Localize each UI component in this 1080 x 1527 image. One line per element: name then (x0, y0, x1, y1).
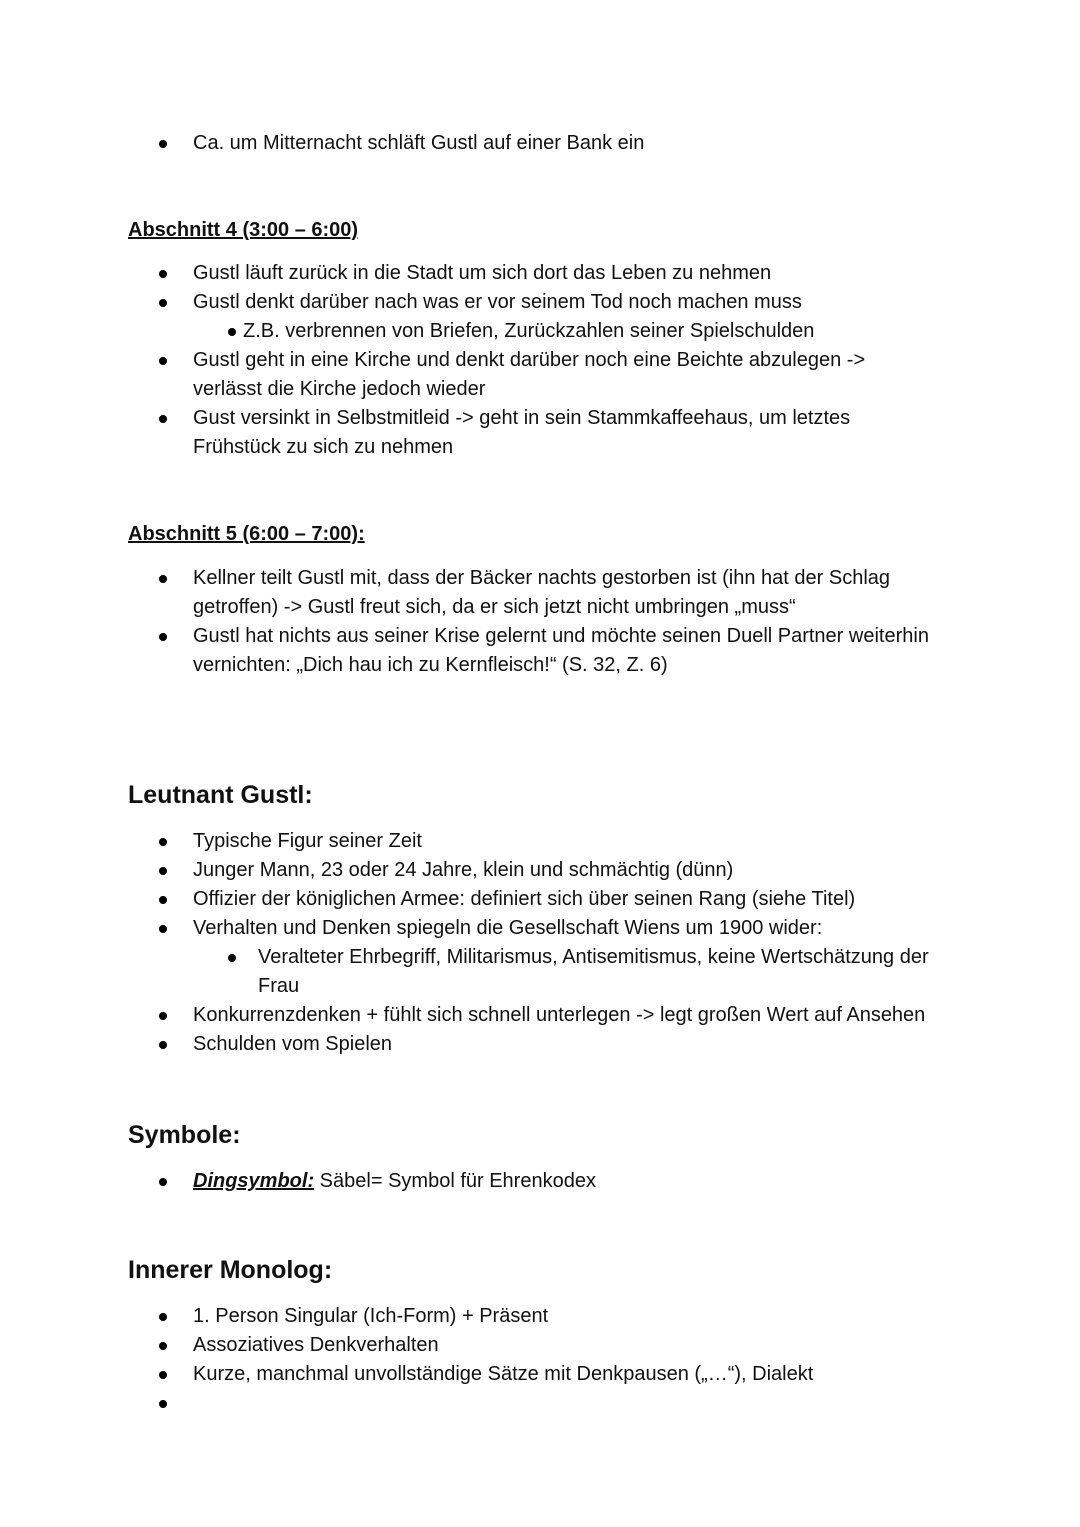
list-item-empty (0, 1389, 1080, 1418)
list-item: Gustl denkt darüber nach was er vor seinem Tod noch machen muss (0, 288, 1080, 317)
list-item: Verhalten und Denken spiegeln die Gesellschaft Wiens um 1900 wider: (0, 914, 1080, 943)
bullet-icon (159, 867, 167, 875)
section5-list (0, 564, 1080, 680)
monolog-heading: Innerer Monolog: (128, 1256, 333, 1284)
list-item: Kurze, manchmal unvollständige Sätze mit Denkpausen („…“), Dialekt (0, 1360, 1080, 1389)
list-item: Junger Mann, 23 oder 24 Jahre, klein und schmächtig (dünn) (0, 856, 1080, 885)
list-item-nested: Z.B. verbrennen von Briefen, Zurückzahlen seiner Spielschulden (0, 317, 1080, 346)
list-item: Kellner teilt Gustl mit, dass der Bäcker nachts gestorben ist (ihn hat der Schlag getroffen) -> Gustl freut sich, da er sich jetzt nicht umbringen „muss“ (0, 564, 1080, 622)
bullet-icon (159, 1313, 167, 1321)
list-item: Schulden vom Spielen (0, 1030, 1080, 1059)
list-item: Typische Figur seiner Zeit (0, 827, 1080, 856)
bullet-icon (159, 357, 167, 365)
bullet-icon (159, 1012, 167, 1020)
list-item: Gust versinkt in Selbstmitleid -> geht in sein Stammkaffeehaus, um letztes Frühstück zu sich zu nehmen (0, 404, 1080, 462)
bullet-icon (159, 415, 167, 423)
bullet-icon (159, 1178, 167, 1186)
list-item: Gustl läuft zurück in die Stadt um sich dort das Leben zu nehmen (0, 259, 1080, 288)
bullet-icon (159, 299, 167, 307)
leutnant-heading: Leutnant Gustl: (128, 781, 313, 809)
section4-heading: Abschnitt 4 (3:00 – 6:00) (128, 219, 359, 241)
bullet-icon (159, 896, 167, 904)
bullet-icon (159, 633, 167, 641)
section4-list (0, 259, 1080, 462)
bullet-icon (159, 1371, 167, 1379)
bullet-icon (228, 954, 236, 962)
list-item: Ca. um Mitternacht schläft Gustl auf einer Bank ein (0, 129, 1080, 158)
symbole-heading: Symbole: (128, 1121, 241, 1149)
monolog-list (0, 1302, 1080, 1418)
list-item-nested: Veralteter Ehrbegriff, Militarismus, Antisemitismus, keine Wertschätzung der Frau (0, 943, 1080, 1001)
bullet-icon (159, 575, 167, 583)
bullet-icon (159, 270, 167, 278)
leutnant-list (0, 827, 1080, 1059)
term-label: Dingsymbol: (193, 1170, 315, 1192)
symbole-list (0, 1167, 1080, 1196)
list-item: Assoziatives Denkverhalten (0, 1331, 1080, 1360)
section5-heading: Abschnitt 5 (6:00 – 7:00): (128, 523, 365, 545)
bullet-icon (159, 1400, 167, 1408)
intro-list (0, 129, 1080, 158)
bullet-icon (159, 1342, 167, 1350)
bullet-icon (159, 838, 167, 846)
list-item: 1. Person Singular (Ich-Form) + Präsent (0, 1302, 1080, 1331)
bullet-icon (159, 925, 167, 933)
list-item: Offizier der königlichen Armee: definiert sich über seinen Rang (siehe Titel) (0, 885, 1080, 914)
list-item: Gustl geht in eine Kirche und denkt darüber noch eine Beichte abzulegen -> verlässt die Kirche jedoch wieder (0, 346, 1080, 404)
bullet-icon (159, 1041, 167, 1049)
list-item: Dingsymbol: Säbel= Symbol für Ehrenkodex (0, 1167, 1080, 1196)
bullet-icon (159, 140, 167, 148)
list-item: Konkurrenzdenken + fühlt sich schnell unterlegen -> legt großen Wert auf Ansehen (0, 1001, 1080, 1030)
list-item: Gustl hat nichts aus seiner Krise gelernt und möchte seinen Duell Partner weiterhin vernichten: „Dich hau ich zu Kernfleisch!“ (S. 32, Z. 6) (0, 622, 1080, 680)
bullet-icon (228, 328, 236, 336)
